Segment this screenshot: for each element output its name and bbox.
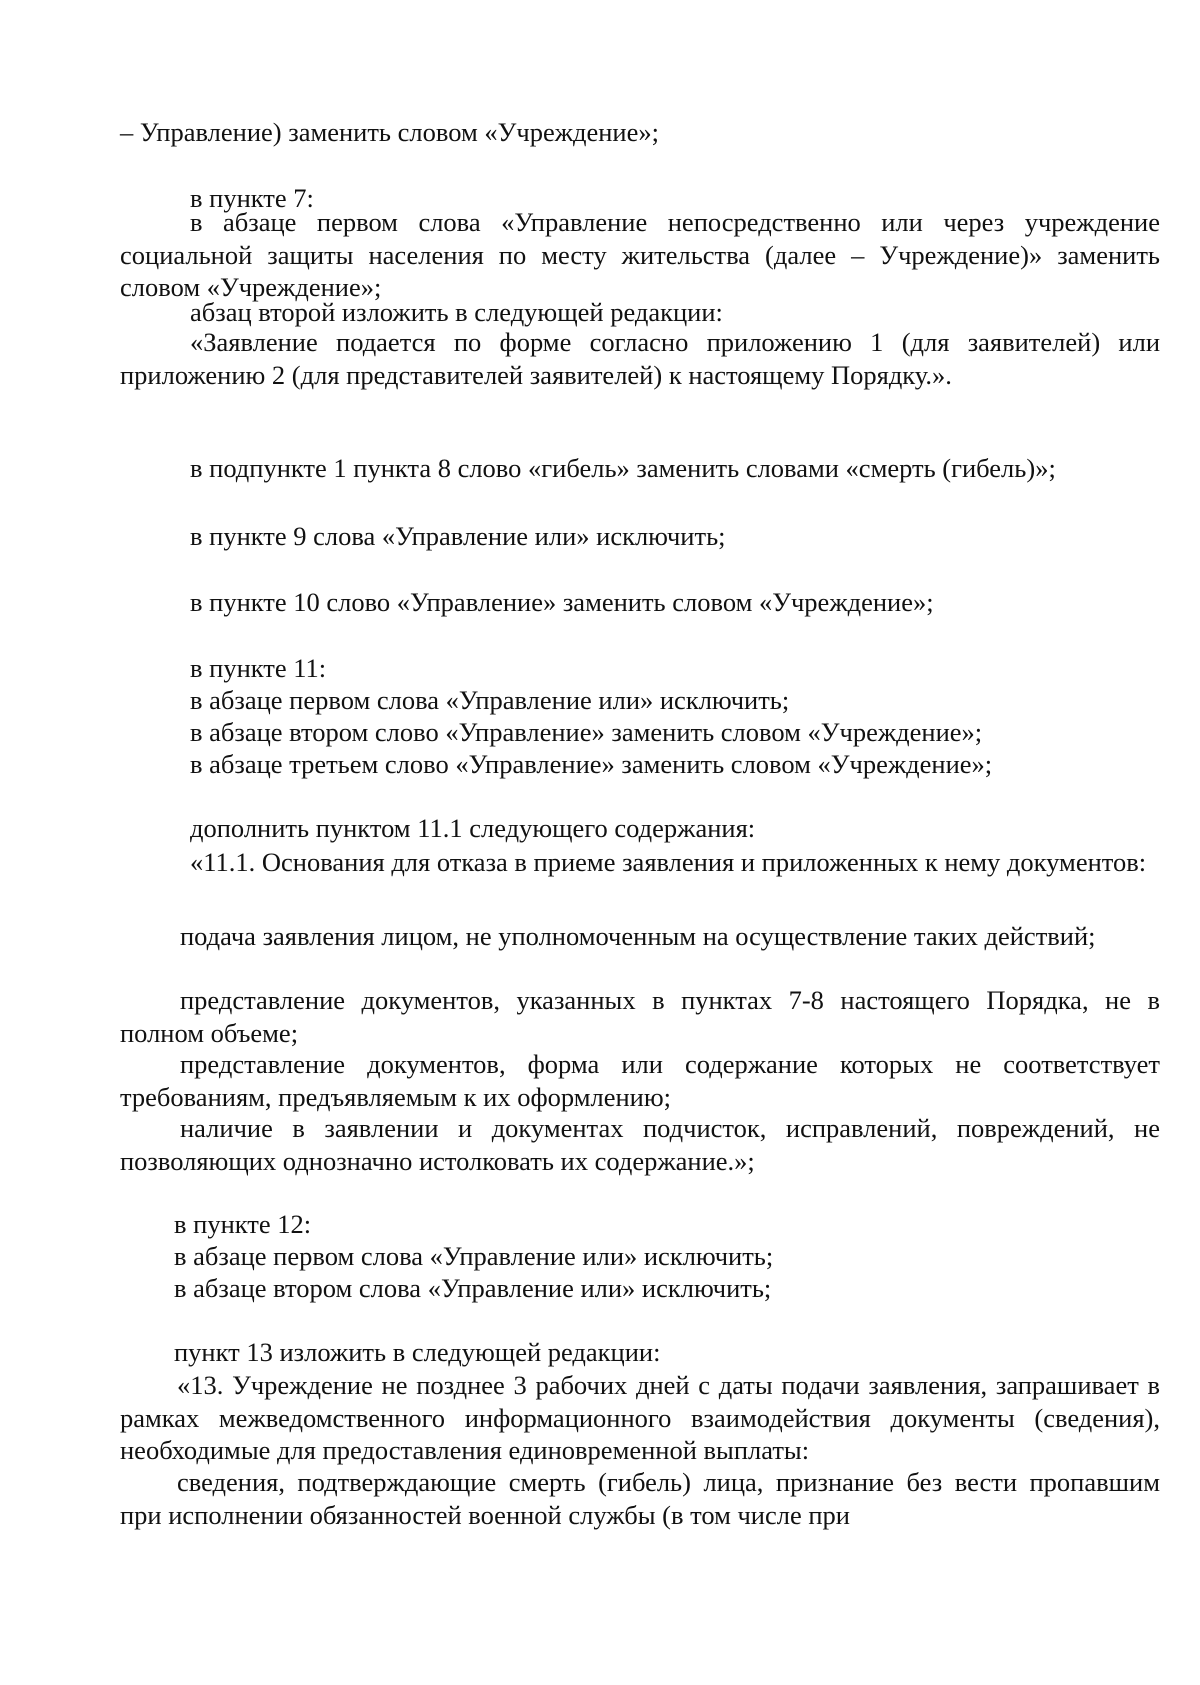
paragraph-10: в абзаце первом слова «Управление или» исключить; <box>190 685 790 715</box>
paragraph-1: – Управление) заменить словом «Учреждение»; <box>120 117 659 147</box>
paragraph-5: «Заявление подается по форме согласно приложению 1 (для заявителей) или приложению 2 (для представителей заявителей) к настоящему Порядку.». <box>120 327 1160 390</box>
paragraph-3: в абзаце первом слова «Управление непосредственно или через учреждение социальной защиты населения по месту жительства (далее – Учреждение)» заменить словом «Учреждение»; <box>120 207 1160 302</box>
paragraph-19: в пункте 12: <box>174 1209 312 1239</box>
paragraph-11: в абзаце втором слово «Управление» заменить словом «Учреждение»; <box>190 717 983 747</box>
paragraph-6: в подпункте 1 пункта 8 слово «гибель» заменить словами «смерть (гибель)»; <box>190 453 1056 483</box>
paragraph-7: в пункте 9 слова «Управление или» исключить; <box>190 521 726 551</box>
paragraph-8: в пункте 10 слово «Управление» заменить словом «Учреждение»; <box>190 587 934 617</box>
paragraph-22: пункт 13 изложить в следующей редакции: <box>174 1337 661 1367</box>
paragraph-14: «11.1. Основания для отказа в приеме заявления и приложенных к нему документов: <box>190 847 1147 877</box>
paragraph-17: представление документов, форма или содержание которых не соответствует требованиям, предъявляемым к их оформлению; <box>120 1049 1160 1112</box>
paragraph-2: в пункте 7: <box>190 183 314 213</box>
paragraph-23: «13. Учреждение не позднее 3 рабочих дней с даты подачи заявления, запрашивает в рамках межведомственного информационного взаимодействия документы (сведения), необходимые для предоставления единовременной выплаты: <box>120 1370 1160 1465</box>
paragraph-24: сведения, подтверждающие смерть (гибель) лица, признание без вести пропавшим при исполнении обязанностей военной службы (в том числе при <box>120 1467 1160 1530</box>
paragraph-18: наличие в заявлении и документах подчисток, исправлений, повреждений, не позволяющих однозначно истолковать их содержание.»; <box>120 1113 1160 1176</box>
paragraph-20: в абзаце первом слова «Управление или» исключить; <box>174 1241 774 1271</box>
paragraph-15: подача заявления лицом, не уполномоченным на осуществление таких действий; <box>180 921 1096 951</box>
paragraph-4: абзац второй изложить в следующей редакции: <box>190 297 723 327</box>
paragraph-9: в пункте 11: <box>190 653 327 683</box>
paragraph-13: дополнить пунктом 11.1 следующего содержания: <box>190 813 756 843</box>
paragraph-16: представление документов, указанных в пунктах 7-8 настоящего Порядка, не в полном объеме; <box>120 985 1160 1048</box>
paragraph-12: в абзаце третьем слово «Управление» заменить словом «Учреждение»; <box>190 749 993 779</box>
paragraph-21: в абзаце втором слова «Управление или» исключить; <box>174 1273 772 1303</box>
